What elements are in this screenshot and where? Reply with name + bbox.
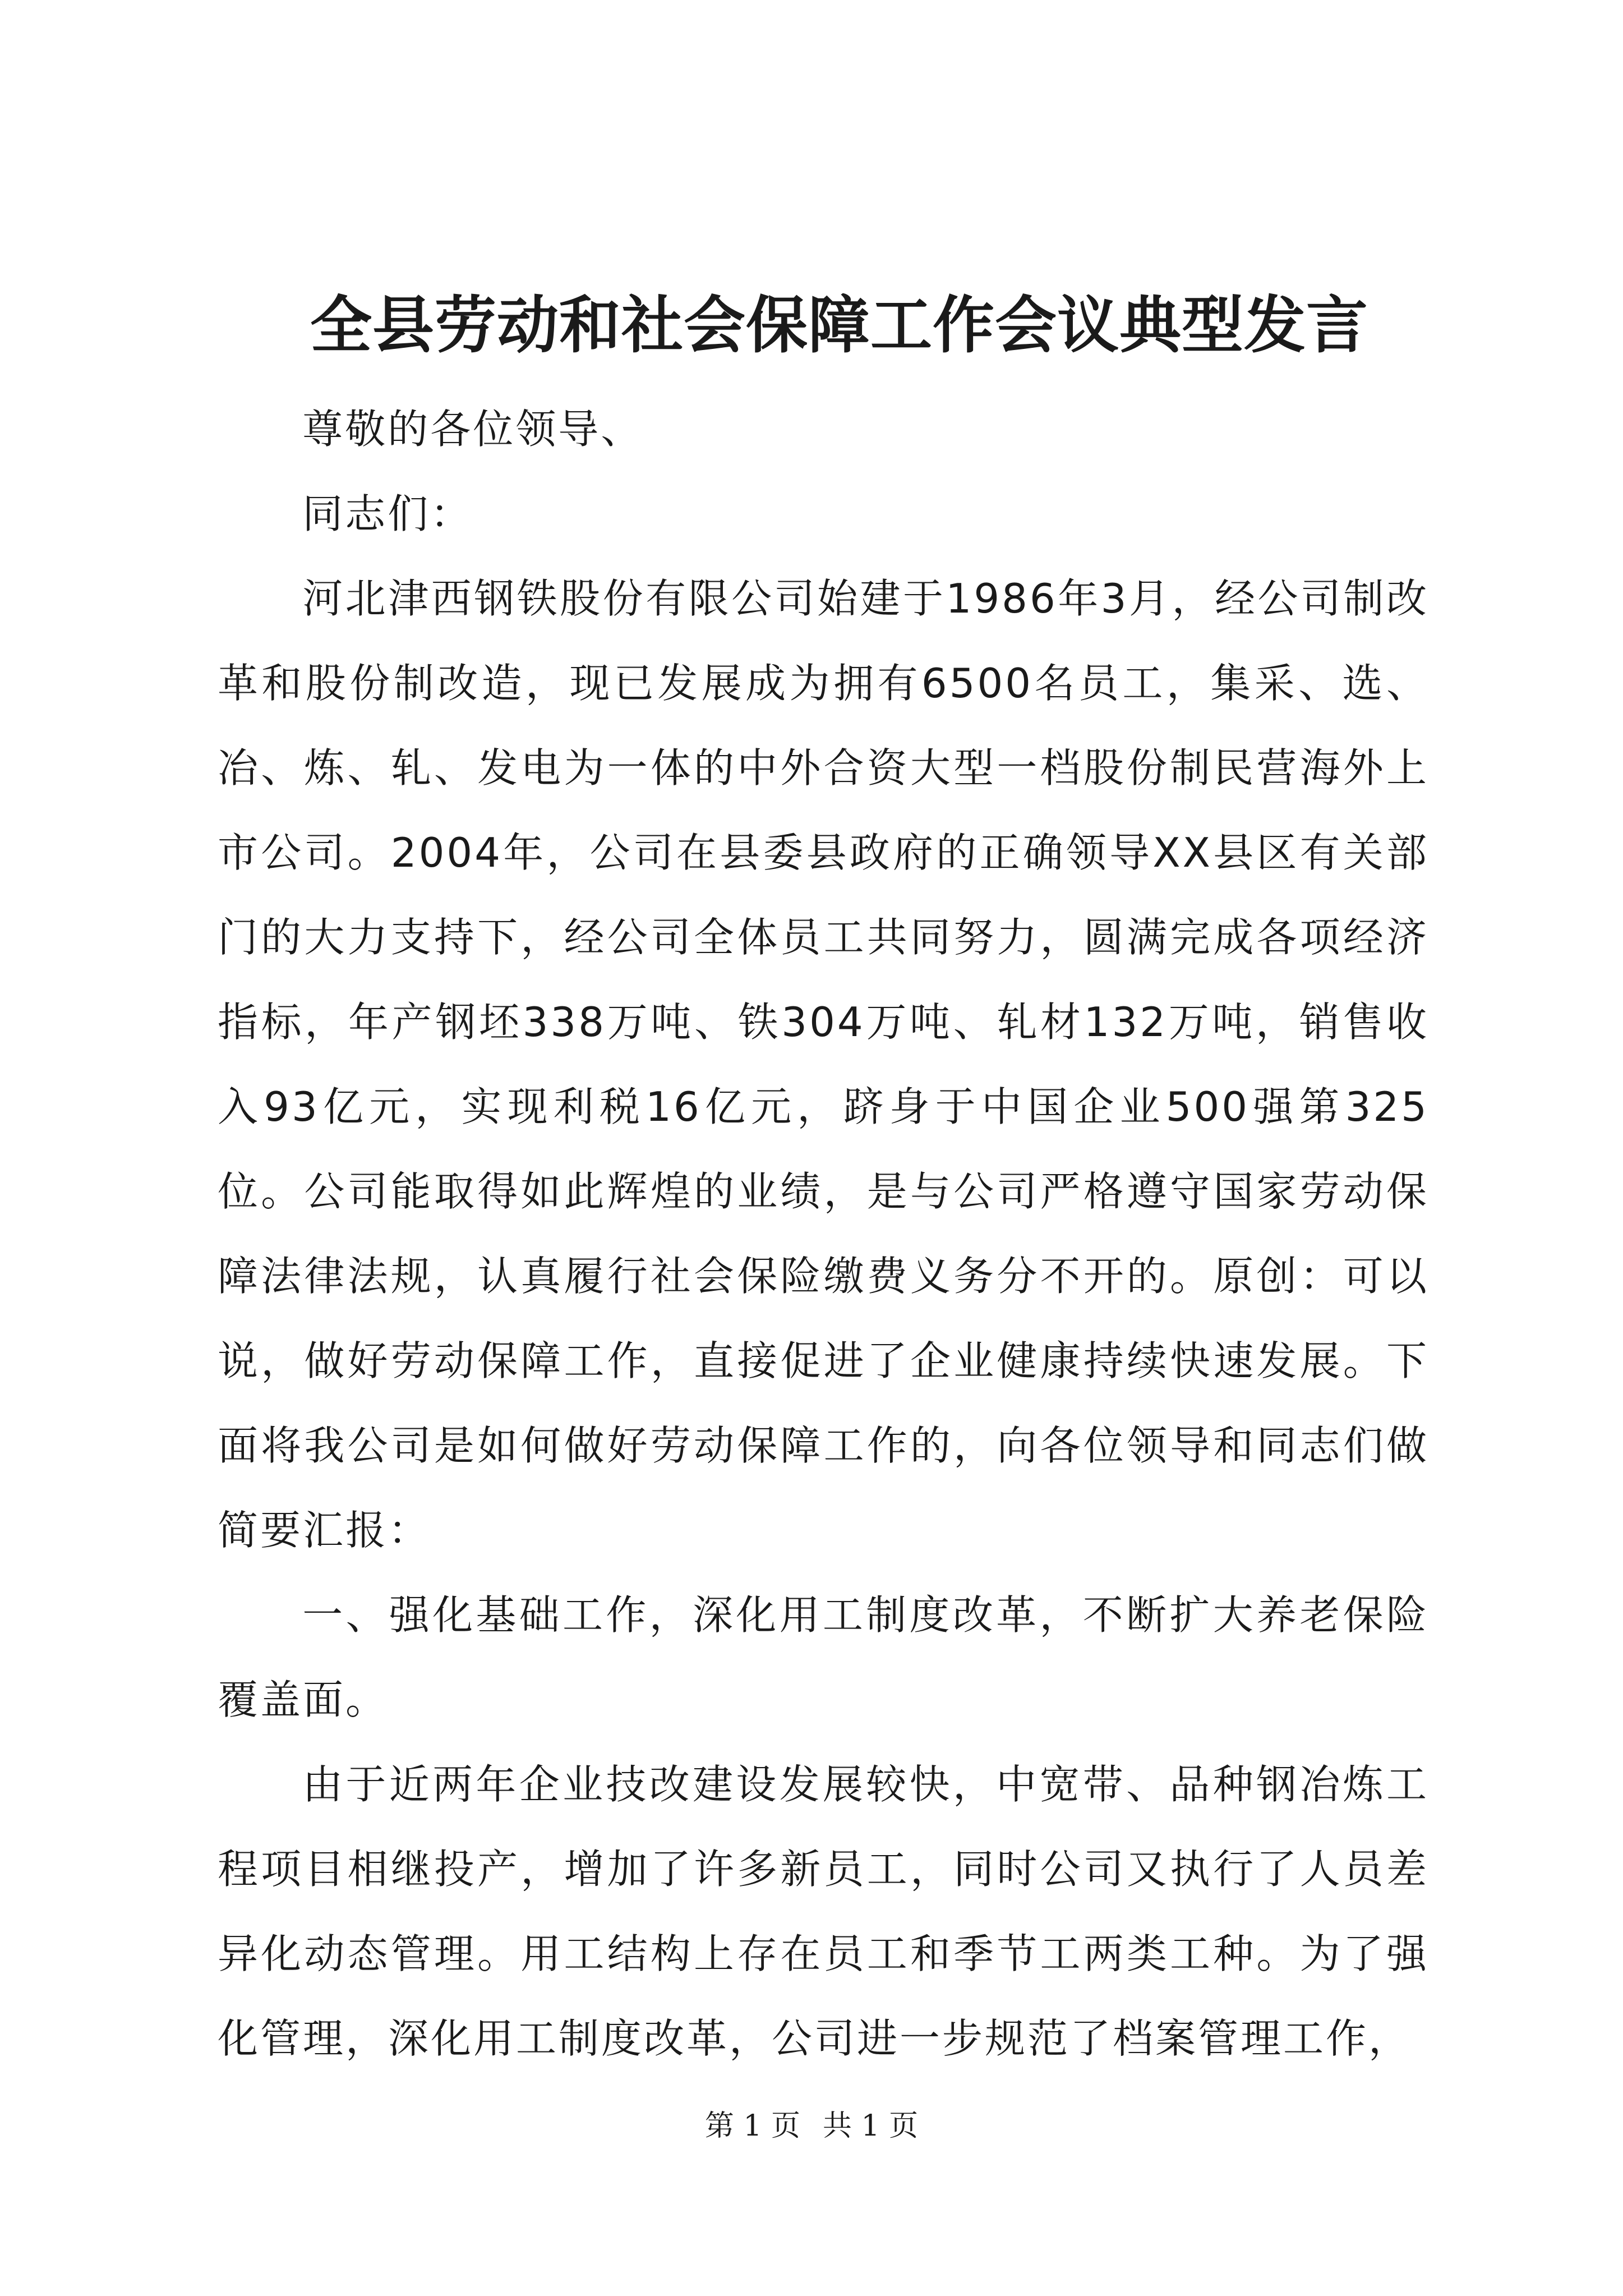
body-paragraph: 河北津西钢铁股份有限公司始建于1986年3月，经公司制改革和股份制改造，现已发展成为拥有6500名员工，集采、选、冶、炼、轧、发电为一体的中外合资大型一档股份制民营海外上市公司。2004年，公司在县委县政府的正确领导XX县区有关部门的大力支持下，经公司全体员工共同努力，圆满完成各项经济指标，年产钢坯338万吨、铁304万吨、轧材132万吨，销售收入93亿元，实现利税16亿元，跻身于中国企业500强第325位。公司能取得如此辉煌的业绩，是与公司严格遵守国家劳动保障法律法规，认真履行社会保险缴费义务分不开的。原创：可以说，做好劳动保障工作，直接促进了企业健康持续快速发展。下面将我公司是如何做好劳动保障工作的，向各位领导和同志们做简要汇报： — [218, 575, 1429, 1554]
body-paragraph: 由于近两年企业技改建设发展较快，中宽带、品种钢冶炼工程项目相继投产，增加了许多新员工，同时公司又执行了人员差异化动态管理。用工结构上存在员工和季节工两类工种。为了强化管理，深化用工制度改革，公司进一步规范了档案管理工作， — [218, 1761, 1429, 2062]
document-body — [218, 387, 1429, 2081]
page-number: 第 1 页 — [704, 2109, 800, 2143]
document-title: 全县劳动和社会保障工作会议典型发言 — [310, 289, 1368, 361]
section-heading: 一、强化基础工作，深化用工制度改革，不断扩大养老保险覆盖面。 — [218, 1591, 1429, 1723]
page-total: 共 1 页 — [823, 2109, 919, 2143]
salutation-line: 尊敬的各位领导、 — [302, 406, 644, 453]
page-footer — [0, 2106, 1623, 2146]
salutation-line: 同志们： — [302, 490, 473, 537]
